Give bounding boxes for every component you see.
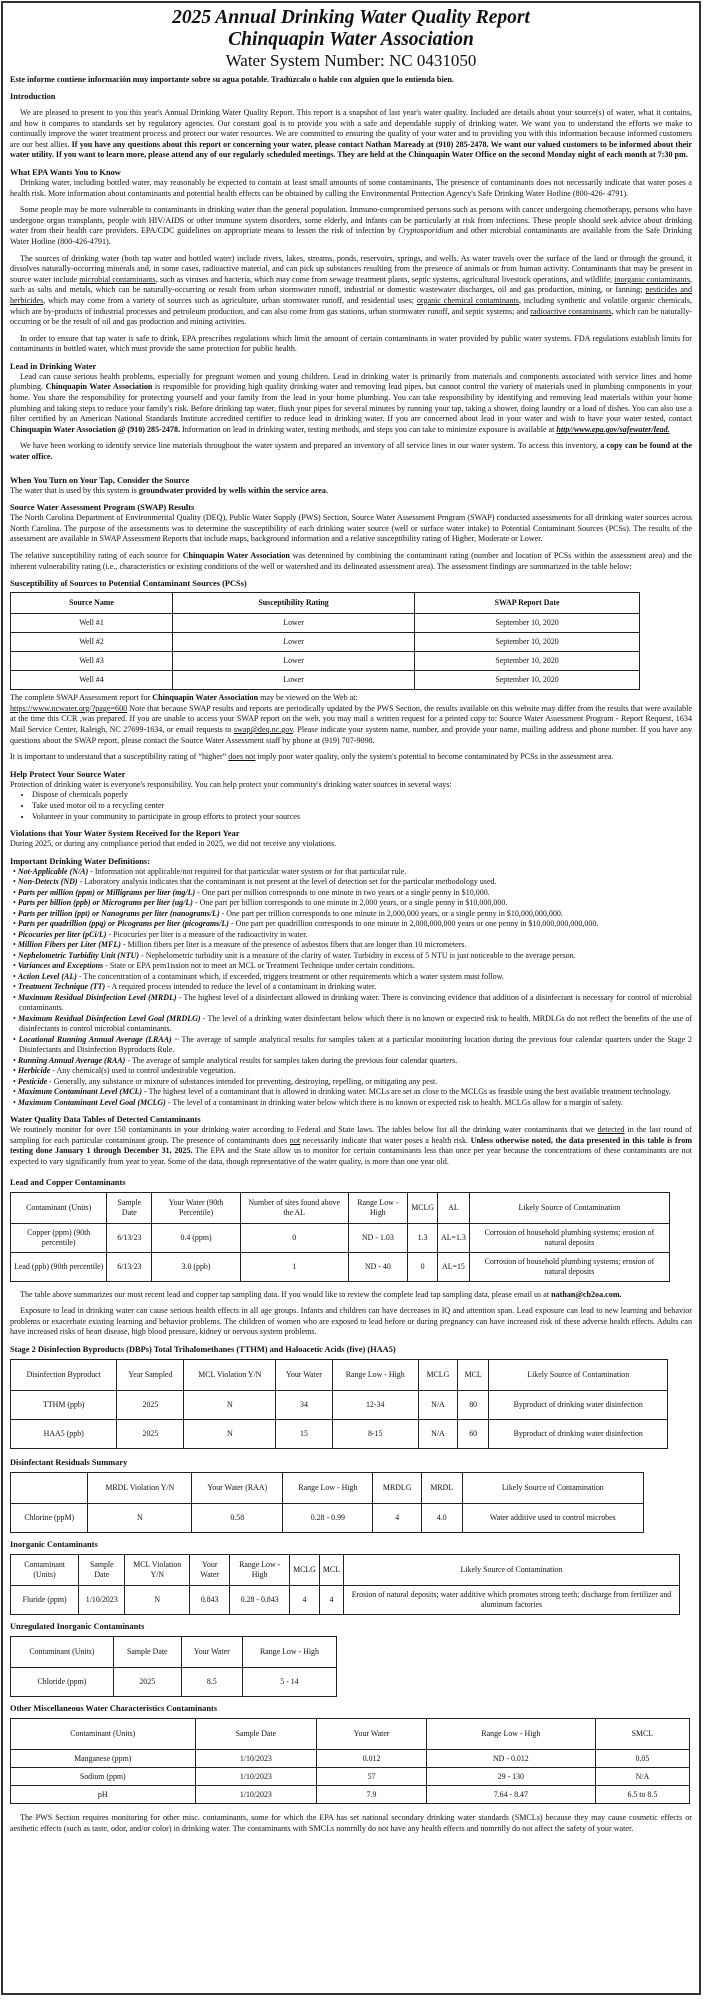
table-cell: 1/10/2023: [79, 1585, 125, 1614]
introduction-heading: Introduction: [10, 92, 56, 101]
column-header: [11, 1472, 88, 1503]
table-cell: N: [184, 1390, 276, 1419]
table-row: [11, 1585, 680, 1614]
swap-paragraph-4: It is important to understand that a susceptibility rating of “higher” does not imply poor water quality, only the system's potential to become contaminated by PCSs in the assessment area.: [10, 752, 614, 762]
source-name: Well #3: [11, 652, 173, 671]
definition-item: • Non-Detects (ND) - Laboratory analysis indicates that the contaminant is not present at the level of detection set for the particular methodology used.: [13, 877, 497, 887]
table-row: [11, 1749, 690, 1767]
table-cell: 34: [276, 1390, 332, 1419]
column-header: MRDL: [421, 1472, 462, 1503]
table-cell: Chloride (ppm): [11, 1667, 114, 1696]
table-row: [11, 614, 640, 633]
source-text: The water that is used by this system is groundwater provided by wells within the service area.: [10, 485, 328, 495]
table-cell: 5 - 14: [242, 1667, 336, 1696]
misc-table: [10, 1718, 690, 1804]
swap-heading: Source Water Assessment Program (SWAP) Results: [10, 503, 195, 513]
column-header: Likely Source of Contamination: [469, 1192, 669, 1223]
table-cell: Erosion of natural deposits; water additive which promotes strong teeth; discharge from fertilizer and aluminum factories: [343, 1585, 679, 1614]
table-cell: 4: [290, 1585, 320, 1614]
table-row: [11, 1252, 670, 1281]
definition-text: ~ The average of sample analytical results for samples taken at a particular monitoring location during the previous four calendar quarters under the Stage 2 Disinfectants and Disinfection Byproducts Rule.: [19, 1034, 693, 1055]
definition-item: • Herbicide - Any chemical(s) used to control undesirable vegetation.: [13, 1066, 236, 1076]
violations-text: During 2025, or during any compliance period that ended in 2025, we did not receive any violations.: [10, 839, 337, 849]
definition-term: Maximum Contaminant Level Goal (MCLG): [17, 1097, 166, 1107]
table-cell: 2025: [117, 1390, 184, 1419]
table-cell: 7.9: [317, 1785, 427, 1803]
epa-heading: What EPA Wants You to Know: [10, 167, 121, 177]
spanish-notice: Este informe contiene información muy importante sobre su agua potable. Tradúzcalo o hable con alguien que lo entienda bien.: [10, 75, 454, 84]
table-cell: N/A: [418, 1419, 457, 1448]
column-header: AL: [438, 1192, 470, 1223]
table-cell: Sodium (ppm): [11, 1767, 196, 1785]
definition-term: Parts per quadrillion (ppq) or Picograms per liter (picograms/L): [17, 919, 229, 929]
column-header: Range Low - High: [283, 1472, 373, 1503]
definition-term: Parts per trillion (ppt) or Nanograms per liter (nanograms/L): [17, 908, 220, 918]
definition-text: - One part per million corresponds to one minute in two years or a single penny in $10,000.: [195, 887, 490, 897]
column-header: Your Water: [181, 1636, 242, 1667]
definition-term: Not-Applicable (N/A): [17, 866, 89, 876]
table-cell: 1/10/2023: [195, 1785, 317, 1803]
susceptibility-rating: Lower: [173, 652, 415, 671]
lead-copper-title: Lead and Copper Contaminants: [10, 1177, 126, 1187]
column-header: Range Low - High: [242, 1636, 336, 1667]
table-cell: 8-15: [332, 1419, 418, 1448]
susceptibility-rating: Lower: [173, 614, 415, 633]
swap-report-date: September 10, 2020: [415, 652, 640, 671]
table-cell: AL=1.3: [438, 1223, 470, 1252]
table-header-row: [11, 1192, 670, 1223]
lead-paragraph-1: Lead can cause serious health problems, especially for pregnant women and young children. Lead in drinking water is primarily from materials and components associated with service lines and home plumbing. Chinquapin Water Association is responsible for providing high quality drinking water and removing lead pipes, but cannot control the variety of materials used in plumbing components in your home. You share the responsibility for protecting yourself and your family from the lead in your home plumbing. You can take responsibility by identifying and removing lead materials within your home plumbing and taking steps to reduce your family's risk. Before drinking tap water, flush your pipes for several minutes by running your tap, taking a shower, doing laundry or a load of dishes. You can also use a filter certified by an American National Standards Institute accredited certifier to reduce lead in drinking water. If you are concerned about lead in your water and wish to have your water tested, contact Chinquapin Water Association @ (910) 285-2478. Information on lead in drinking water, testing methods, and steps you can take to minimize exposure is available at http//www.epa.gov/safewater/lead.: [10, 371, 693, 434]
definition-text: - Picocuries per liter is a measure of the radioactivity in water.: [106, 929, 308, 939]
water-quality-text: We routinely monitor for over 150 contaminants in your drinking water according to Federal and State laws. The tables below list all the drinking water contaminants that we detected in the last round of sampling for each particular contaminant group. The presence of contaminants does not necessarily indicate that water poses a health risk. Unless otherwise noted, the data presented in this table is from testing done January 1 through December 31, 2025. The EPA and the State allow us to monitor for certain contaminants less than once per year because the concentrations of these contaminants are not expected to vary significantly from year to year. Some of the data, though representative of the water quality, is more than one year old.: [10, 1125, 692, 1166]
definition-term: Picocuries per liter (pCi/L): [17, 929, 107, 939]
table-row: [11, 1390, 668, 1419]
epa-paragraph-3: The sources of drinking water (both tap water and bottled water) include rivers, lakes, streams, ponds, reservoirs, springs, and wells. As water travels over the surface of the land or through the ground, it dissolves naturally-occurring minerals and, in some cases, radioactive material, and can pick up substances resulting from the presence of animals or from human activity. Contaminants that may be present in source water include microbial contaminants, such as viruses and bacteria, which may come from sewage treatment plants, septic systems, agricultural livestock operations, and wildlife; inorganic contaminants, such as salts and metals, which can be naturally-occurring or result from urban stormwater runoff, industrial or domestic wastewater discharges, oil and gas production, mining, or fanning; pesticides and herbicides, which may come from a variety of sources such as agriculture, urban stormwater runoff, and residential uses; organic chemical contaminants, including synthetic and volatile organic chemicals, which are by-products of industrial processes and petroleum production, and can also come from gas stations, urban stormwater runoff, and septic systems; and radioactive contaminants, which can be naturally-occurring or be the result of oil and gas production and mining activities.: [10, 253, 692, 327]
table-row: [11, 1667, 337, 1696]
table-cell: AL=15: [438, 1252, 470, 1281]
table-cell: Fluride (ppm): [11, 1585, 79, 1614]
table-row: [11, 1785, 690, 1803]
epa-paragraph-2: Some people may be more vulnerable to contaminants in drinking water than the general population. Immuno-compromised persons such as persons with cancer undergoing chemotherapy, persons who have undergone organ transplants, people with HIV/AIDS or other immune system disorders, some elderly, and infants can be particularly at risk from infections. These people should seek advice about drinking water from their health care providers. EPA/CDC guidelines on appropriate means to lessen the risk of infection by Cryptosporidium and other microbial contaminants are available from the Safe Drinking Water Hotline (800-426-4791).: [10, 205, 692, 246]
protect-text: Protection of drinking water is everyone's responsibility. You can help protect your community's drinking water sources in several ways:: [10, 779, 452, 789]
source-name: Well #1: [11, 614, 173, 633]
swap-paragraph-1: The North Carolina Department of Environmerital Quality (DEQ), Public Water Supply (PWS) Section, Source Water Assessment Prngram (SWAP) conducted assessments for all drinking water sources across North Carolina. The purpose of the assessments was to determine the susceptibility of each drinking water source (well or surface water intake) to Potential Contaminant Sources (PCSs). The results of the assessment are available in SWAP Assessment Reports that include maps, background information and a relative susceptibility rating of Higher, Moderate or Lower.: [10, 513, 692, 544]
table-cell: 1/10/2023: [195, 1749, 317, 1767]
lead-paragraph-2: We have been working to identify service line materials throughout the water system and prepared an inventory of all service lines in our water system. To access this inventory, a copy can be found at the water office.: [10, 441, 693, 462]
table-cell: 4: [373, 1503, 421, 1532]
unregulated-table: [10, 1636, 337, 1697]
column-header: Range Low - High: [348, 1192, 408, 1223]
definition-text: - One part per billion corresponds to one minute in 2,000 years, or a single penny in $10,000,000.: [192, 898, 508, 908]
dbp-table: [10, 1359, 668, 1449]
table-cell: 29 - 130: [426, 1767, 595, 1785]
table-cell: Copper (ppm) (90th percentile): [11, 1223, 107, 1252]
table-cell: Byproduct of drinking water disinfection: [489, 1390, 668, 1419]
definitions-list: [10, 867, 692, 1109]
table-cell: Lead (ppb) (90th percentile): [11, 1252, 107, 1281]
definition-text: - Generally, any substance or mixture of substances intended for preventing, destroying, repelling, or mitigating any pest.: [47, 1076, 438, 1086]
definition-text: - The average of sample analytical results for samples taken during the previous four calendar quarters.: [125, 1055, 458, 1065]
definition-text: - Laboratory analysis indicates that the contaminant is not present at the level of detection set for the particular methodology used.: [77, 877, 497, 887]
table-cell: Corrosion of household plumbing systems; erosion of natural deposits: [469, 1223, 669, 1252]
definition-item: • Locational Running Annual Average (LRAA) ~ The average of sample analytical results for samples taken at a particular monitoring location during the previous four calendar quarters under the Stage 2 Disinfectants and Disinfection Byproducts Rule.: [13, 1034, 693, 1055]
table-header-row: [11, 1636, 337, 1667]
table-cell: N: [184, 1419, 276, 1448]
definition-item: • Not-Applicable (N/A) - Information not applicable/not required for that particular water system or for that particular rule.: [13, 866, 407, 876]
definition-item: • Maximum Residual Disinfection Level (MRDL) - The highest level of a disinfectant allowed in drinking water. There is convincing evidence that addition of a disinfectant is necessary for control of microbial contaminants.: [13, 992, 692, 1013]
column-header: Your Water: [276, 1359, 332, 1390]
table-cell: 60: [457, 1419, 489, 1448]
column-header: Year Sampled: [117, 1359, 184, 1390]
column-header: MRDL Violation Y/N: [88, 1472, 192, 1503]
swap-report-date: September 10, 2020: [415, 633, 640, 652]
table-cell: 0.28 - 0.99: [283, 1503, 373, 1532]
report-title: 2025 Annual Drinking Water Quality Report: [172, 7, 530, 28]
definition-term: Herbicide: [17, 1066, 51, 1076]
definition-item: • Treatment Technique (TT) - A required process intended to reduce the level of a contaminant in drinking water.: [13, 982, 377, 992]
table-cell: ND - 0.012: [426, 1749, 595, 1767]
table-cell: 1.3: [408, 1223, 438, 1252]
lead-copper-table: [10, 1192, 670, 1282]
table-cell: 6/13/23: [107, 1252, 152, 1281]
table-row: [11, 671, 640, 690]
table-cell: ND - 40: [348, 1252, 408, 1281]
definition-item: • Parts per billion (ppb) or Micrograms per liter (ug/L) - One part per billion corresponds to one minute in 2,000 years, or a single penny in $10,000,000.: [13, 898, 508, 908]
source-heading: When You Turn on Your Tap, Consider the Source: [10, 475, 190, 485]
definition-term: Parts per billion (ppb) or Micrograms per liter (ug/L): [17, 898, 193, 908]
definition-text: - State or EPA pem1ission not to meet an MCL or Treatment Technique under certain conditions.: [103, 961, 415, 971]
table-cell: HAA5 (ppb): [11, 1419, 117, 1448]
table-cell: 1: [240, 1252, 348, 1281]
definition-text: - The level of a contaminant in drinking water below which there is no known or expected risk to health. MCLGs allow for a margin of safety.: [165, 1097, 623, 1107]
table-header-row: [11, 1359, 668, 1390]
definition-term: Parts per million (ppm) or Milligrams per liter (mg/L): [17, 887, 196, 897]
swap-paragraph-2: The relative susceptibility rating of each source for Chinquapin Water Association was detennined by combining the contaminant rating (number and location of PCSs within the assessment area) and the inherent vulnerability rating (i.e., characteristics or existing conditions of the well or watershed and its delineated assessment area). The assessment findings are summarized in the table below:: [10, 551, 692, 571]
inorganic-table: [10, 1554, 680, 1615]
table-cell: N: [88, 1503, 192, 1532]
table-row: [11, 1503, 644, 1532]
table-cell: 0.05: [595, 1749, 689, 1767]
table-cell: 12-34: [332, 1390, 418, 1419]
inorganic-title: Inorganic Contaminants: [10, 1539, 98, 1549]
definition-text: - The highest level of a contaminant that is allowed in drinking water. MCLs are set as close to the MCLGs as feasible using the best available treatment technology.: [142, 1087, 671, 1097]
definition-text: - Million fibers per liter is a measure of the presence of asbestos fibers that are longer than 10 micrometers.: [120, 940, 467, 950]
table-cell: Water additive used to control microbes: [462, 1503, 643, 1532]
dbp-title: Stage 2 Disinfection Byproducts (DBPs) Total Trihalomethanes (TTHM) and Haloacetic Acids (five) (HAA5): [10, 1344, 396, 1354]
definition-item: • Picocuries per liter (pCi/L) - Picocuries per liter is a measure of the radioactivity in water.: [13, 929, 308, 939]
definition-text: - Nephelometric turbidity unit is a measure of the clarity of water. Turbidity in excess of 5 NTU is just noticeable to the average person.: [139, 950, 576, 960]
table-cell: Chlorine (ppM): [11, 1503, 88, 1532]
table-cell: 57: [317, 1767, 427, 1785]
column-header: Your Water: [317, 1718, 427, 1749]
organization-name: Chinquapin Water Association: [228, 29, 474, 50]
table-cell: Corrosion of household plumbing systems; erosion of natural deposits: [469, 1252, 669, 1281]
definition-item: • Parts per trillion (ppt) or Nanograms per liter (nanograms/L) - One part per trillion corresponds to one minute in 2,000,000 years, or a single penny in $10,000,000,000.: [13, 908, 563, 918]
table-cell: N/A: [418, 1390, 457, 1419]
definition-item: • Action Level (AL) - The concentration of a contaminant which, if exceeded, triggers treatment or other requirements which a water system must follow.: [13, 971, 504, 981]
list-item: • Dispose of chemicals poperly: [32, 790, 692, 801]
swap-table-title: Susceptibility of Sources to Potential Contaminant Sources (PCSs): [10, 579, 247, 589]
column-header: Your Water (90th Percentile): [152, 1192, 241, 1223]
column-header: Likely Source of Contamination: [462, 1472, 643, 1503]
column-header: MCLG: [418, 1359, 457, 1390]
table-cell: 80: [457, 1390, 489, 1419]
table-cell: Manganese (ppm): [11, 1749, 196, 1767]
definition-item: • Maximum Contaminant Level (MCL) - The highest level of a contaminant that is allowed in drinking water. MCLs are set as close to the MCLGs as feasible using the best available treatment technology.: [13, 1087, 671, 1097]
column-header: Contaminant (Units): [11, 1192, 107, 1223]
definition-item: • Million Fibers per Liter (MFL) - Million fibers per liter is a measure of the presence of asbestos fibers that are longer than 10 micrometers.: [13, 940, 467, 950]
source-name: Well #4: [11, 671, 173, 690]
table-cell: 0: [408, 1252, 438, 1281]
swap-web-link[interactable]: https://www.ncwater.org/?page=600: [10, 703, 128, 713]
definition-text: - The level of a drinking water disinfectant below which there is no known or expected risk to health. MRDLGs do not reflect the benefits of the use of disinfectants to control microbial contaminants.: [19, 1013, 692, 1034]
contact-info: If you have any questions about this report or concerning your water, please contact Nathan Maready at (910) 285-2478. We want our valued customers to be informed about their water utility. If you want to learn more, please attend any of our regularly scheduled meetings. They are held at the Chinquapin Water Office on the second Monday night of each month at 7:30 pm.: [10, 139, 693, 160]
definition-term: Treatment Technique (TT): [17, 982, 106, 992]
lead-copper-note: The table above summarizes our most recent lead and copper tap sampling data. If you would like to review the complete lead tap sampling data, please email us at nathan@ch2oa.com.: [20, 1289, 622, 1299]
epa-paragraph-4: In order to ensure that tap water is safe to drink, EPA prescribes regulations which limit the amount of certain contaminants in water provided by public water systems. FDA regulations establish limits for contaminants in bottled water, which must provide the same protection for public health.: [10, 333, 692, 354]
violations-heading: Violations that Your Water System Received for the Report Year: [10, 829, 240, 839]
definition-text: - One part per trillion corresponds to one minute in 2,000,000 years, or a single penny in $10,000,000,000.: [219, 908, 563, 918]
definition-term: Maximum Contaminant Level (MCL): [17, 1087, 143, 1097]
column-header: Your Water (RAA): [192, 1472, 283, 1503]
column-header: Number of sites found above the AL: [240, 1192, 348, 1223]
column-header: MCLG: [408, 1192, 438, 1223]
column-header: Contaminant (Units): [11, 1554, 79, 1585]
definition-text: - Information not applicable/not required for that particular water system or for that particular rule.: [88, 866, 407, 876]
table-row: [11, 1223, 670, 1252]
definition-item: • Maximum Contaminant Level Goal (MCLG) - The level of a contaminant in drinking water below which there is no known or expected risk to health. MCLGs allow for a margin of safety.: [13, 1097, 623, 1107]
table-header-row: [11, 1718, 690, 1749]
column-header: Sample Date: [107, 1192, 152, 1223]
table-cell: Byproduct of drinking water disinfection: [489, 1419, 668, 1448]
definition-term: Non-Detects (ND): [17, 877, 78, 887]
column-header: Range Low - High: [332, 1359, 418, 1390]
protect-heading: Help Protect Your Source Water: [10, 769, 126, 779]
definition-item: • Running Annual Average (RAA) - The average of sample analytical results for samples taken during the previous four calendar quarters.: [13, 1055, 458, 1065]
definition-term: Million Fibers per Liter (MFL): [17, 940, 121, 950]
misc-note: The PWS Section requires monitoring for other misc. contaminants, some for which the EPA has set national secondary drinking water standards (SMCLs) because they may cause cosmetic effects or aesthetic effects (such as taste, odor, and/or color) in drinking water. The contaminants with SMCLs nomrnlly do not have any health effects and nomrnlly do not affect the safety of your water.: [10, 1812, 692, 1833]
unregulated-title: Unregulated Inorganic Contaminants: [10, 1621, 145, 1631]
column-header: Sample Date: [195, 1718, 317, 1749]
table-cell: 0.28 - 0.843: [230, 1585, 290, 1614]
water-system-number: Water System Number: NC 0431050: [225, 51, 477, 70]
table-cell: 0.4 (ppm): [152, 1223, 241, 1252]
table-cell: 3.0 (ppb): [152, 1252, 241, 1281]
definition-term: Running Annual Average (RAA): [17, 1055, 126, 1065]
definition-term: Nephelometric Turbidity Unit (NTU): [17, 950, 140, 960]
swap-email-link[interactable]: swap@deq.nc.gov: [233, 724, 293, 734]
definition-text: - The highest level of a disinfectant allowed in drinking water. There is convincing evidence that addition of a disinfectant is necessary for control of microbial contaminants.: [19, 992, 692, 1013]
definition-text: - The concentration of a contaminant which, if exceeded, triggers treatment or other requirements which a water system must follow.: [76, 971, 504, 981]
swap-report-date: September 10, 2020: [415, 614, 640, 633]
table-cell: 0: [240, 1223, 348, 1252]
column-header: Sample Date: [79, 1554, 125, 1585]
table-cell: 0.843: [190, 1585, 230, 1614]
column-header: MCL: [319, 1554, 343, 1585]
definition-term: Variances and Exceptions: [17, 961, 104, 971]
column-header: MCL: [457, 1359, 489, 1390]
report-page: [1, 1, 701, 1995]
definition-item: • Parts per million (ppm) or Milligrams per liter (mg/L) - One part per million corresponds to one minute in two years or a single penny in $10,000.: [13, 887, 490, 897]
lead-heading: Lead in Drinking Water: [10, 361, 97, 371]
column-header: Range Low - High: [426, 1718, 595, 1749]
table-cell: 2025: [113, 1667, 181, 1696]
susceptibility-rating: Lower: [173, 633, 415, 652]
table-header-row: [11, 1472, 644, 1503]
column-header: Contaminant (Units): [11, 1718, 196, 1749]
epa-paragraph-1: Drinking water, including bottled water, may reasonably be expected to contain at least small amounts of some contaminants, The presence of contaminants does not necessarily indicate that water poses a health risk. More information about contaminants and potential health effects can be obtained by calling the Environmental Protection Agency's Safe Drinking Water Hotline (800-426- 4791).: [10, 177, 692, 198]
column-header: MCL Violation Y/N: [125, 1554, 190, 1585]
definition-item: • Variances and Exceptions - State or EPA pem1ission not to meet an MCL or Treatment Technique under certain conditions.: [13, 961, 415, 971]
column-header: SWAP Report Date: [415, 593, 640, 614]
list-item: • Volunteer in your community to participate in group efforts to protect your sources: [32, 812, 692, 823]
table-cell: ND - 1.03: [348, 1223, 408, 1252]
definitions-heading: Important Drinking Water Definitions:: [10, 856, 150, 866]
table-cell: 4.0: [421, 1503, 462, 1532]
table-row: [11, 633, 640, 652]
column-header: Likely Source of Contamination: [343, 1554, 679, 1585]
table-cell: 4: [319, 1585, 343, 1614]
definition-text: - Any chemical(s) used to control undesirable vegetation.: [50, 1066, 236, 1076]
water-quality-heading: Water Quality Data Tables of Detected Contaminants: [10, 1115, 201, 1125]
table-cell: 7.64 - 8.47: [426, 1785, 595, 1803]
introduction-text: We are pleased to present to you this year's Annual Drinking Water Quality Report. This report is a snapshot of last year's water quality. Included are details about your source(s) of water, what it contains, and how it compares to standards set by regulatory agencies. Our constant goal is to provide you with a safe and dependable supply of drinking water. We want you to understand the efforts we make to continually improve the water treatment process and protect our water resources. We are committed to ensuring the quality of your water and to providing you with this information because informed customers are our best allies. If you have any questions about this report or concerning your water, please contact Nathan Maready at (910) 285-2478. We want our valued customers to be informed about their water utility. If you want to learn more, please attend any of our regularly scheduled meetings. They are held at the Chinquapin Water Office on the second Monday night of each month at 7:30 pm.: [10, 108, 693, 160]
table-cell: 2025: [117, 1419, 184, 1448]
definition-item: • Parts per quadrillion (ppq) or Picograms per liter (picograms/L) - One part per quadrillion corresponds to one minute in 2,000,000,000 years or one penny in $10,000,000,000,000.: [13, 919, 599, 929]
definition-term: Maximum Residual Disinfection Level (MRDL): [18, 992, 177, 1002]
table-row: [11, 1419, 668, 1448]
swap-paragraph-3: The complete SWAP Assessment report for Chinquapin Water Association may be viewed on the Web at: https://www.ncwater.org/?page=600 Note that because SWAP results and reports are periodically updated by the PWS Section, the results available on this website may differ from the results that were available at the time this CCR ,was prepared. If you are unable to access your SWAP report on the web, you may mail a written request for a printed copy to: Source Water Assessment Program - Report Request, 1634 Mail Service Center, Raleigh, NC 27699-1634, or email requests to swap@deq.nc.gov. Please indicate your system name, number, and provide your name, mailing address and phone number. If you have any questions about the SWAP report, please contact the Source Water Assessment staff by phone at (919) 707-9098.: [10, 693, 692, 745]
swap-table-header: [11, 593, 640, 614]
column-header: Likely Source of Contamination: [489, 1359, 668, 1390]
column-header: MCLG: [290, 1554, 320, 1585]
column-header: Contaminant (Units): [11, 1636, 114, 1667]
table-cell: 6/13/23: [107, 1223, 152, 1252]
definition-term: Maximum Residual Disinfection Level Goal (MRDLG): [18, 1013, 201, 1023]
table-cell: 6.5 to 8.5: [595, 1785, 689, 1803]
table-row: [11, 652, 640, 671]
email-link[interactable]: nathan@ch2oa.com.: [551, 1289, 622, 1299]
table-cell: TTHM (ppb): [11, 1390, 117, 1419]
column-header: Sample Date: [113, 1636, 181, 1667]
definition-item: • Pesticide - Generally, any substance or mixture of substances intended for preventing, destroying, repelling, or mitigating any pest.: [13, 1076, 438, 1086]
definition-text: - One part per quadrillion corresponds to one minute in 2,000,000,000 years or one penny in $10,000,000,000,000.: [228, 919, 599, 929]
table-cell: 0.58: [192, 1503, 283, 1532]
misc-title: Other Miscellaneous Water Characteristics Contaminants: [10, 1703, 218, 1713]
definition-term: Locational Running Annual Average (LRAA): [18, 1034, 172, 1044]
table-cell: pH: [11, 1785, 196, 1803]
definition-item: • Nephelometric Turbidity Unit (NTU) - Nephelometric turbidity unit is a measure of the clarity of water. Turbidity in excess of 5 NTU is just noticeable to the average person.: [13, 950, 576, 960]
column-header: Susceptibility Rating: [173, 593, 415, 614]
definition-item: • Maximum Residual Disinfection Level Goal (MRDLG) - The level of a drinking water disinfectant below which there is no known or expected risk to health. MRDLGs do not reflect the benefits of the use of disinfectants to control microbial contaminants.: [13, 1013, 692, 1034]
column-header: Range Low - High: [230, 1554, 290, 1585]
table-cell: 15: [276, 1419, 332, 1448]
list-item: • Take used motor oil to a recycling center: [32, 801, 692, 812]
table-header-row: [11, 1554, 680, 1585]
column-header: Source Name: [11, 593, 173, 614]
residuals-table: [10, 1472, 644, 1533]
definition-text: - A required process intended to reduce the level of a contaminant in drinking water.: [105, 982, 377, 992]
column-header: SMCL: [595, 1718, 689, 1749]
residuals-title: Disinfectant Residuals Summary: [10, 1457, 128, 1467]
susceptibility-rating: Lower: [173, 671, 415, 690]
source-name: Well #2: [11, 633, 173, 652]
swap-report-date: September 10, 2020: [415, 671, 640, 690]
definition-term: Pesticide: [17, 1076, 48, 1086]
lead-exposure-text: Exposure to lead in drinking water can cause serious health effects in all age groups. Infants and children can have decreases in IQ and attention span. Lead exposure can lead to new learning and behavior problems or exacerbate existing learning and behavior problems. The children of women who are exposed to lead before or during pregnancy can have increased risk of these adverse health effects. Adults can have increased risks of heart disease, high blood pressure, kidney or nervous system problems.: [10, 1306, 692, 1337]
table-cell: N: [125, 1585, 190, 1614]
table-cell: 0.012: [317, 1749, 427, 1767]
table-cell: N/A: [595, 1767, 689, 1785]
table-cell: 8.5: [181, 1667, 242, 1696]
table-row: [11, 1767, 690, 1785]
protect-list: [10, 790, 692, 822]
column-header: MCL Violation Y/N: [184, 1359, 276, 1390]
epa-lead-link[interactable]: http//www.epa.gov/safewater/lead.: [556, 424, 670, 434]
column-header: Disinfection Byproduct: [11, 1359, 117, 1390]
table-cell: 1/10/2023: [195, 1767, 317, 1785]
definition-term: Action Level (AL): [17, 971, 77, 981]
column-header: Your Water: [190, 1554, 230, 1585]
column-header: MRDLG: [373, 1472, 421, 1503]
swap-table: [10, 592, 640, 690]
